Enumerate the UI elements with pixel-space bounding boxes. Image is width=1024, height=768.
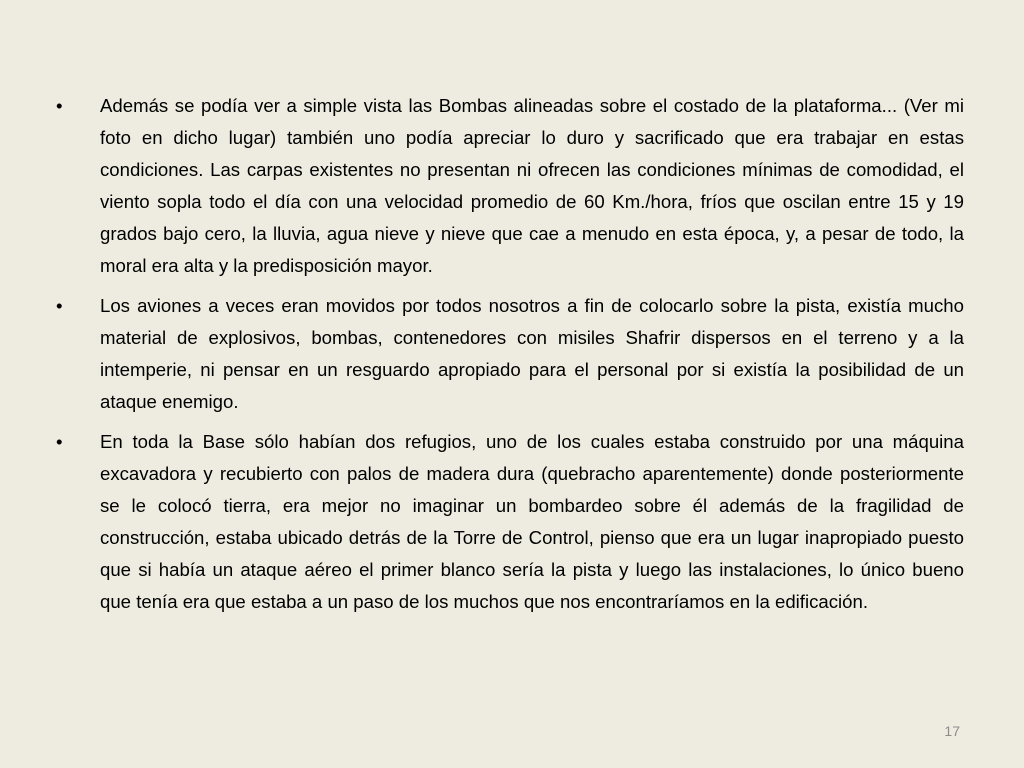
bullet-icon: • — [56, 95, 63, 116]
bullet-item — [56, 290, 964, 418]
page-number: 17 — [944, 723, 960, 739]
bullet-icon: • — [56, 295, 63, 316]
bullet-text: Los aviones a veces eran movidos por todos nosotros a fin de colocarlo sobre la pista, existía mucho material de explosivos, bombas, contenedores con misiles Shafrir dispersos en el terreno y a la intemperie, ni pensar en un resguardo apropiado para el personal por si existía la posibilidad de un ataque enemigo. — [100, 295, 964, 412]
bullet-item — [56, 90, 964, 282]
bullet-icon: • — [56, 431, 63, 452]
slide-content — [56, 90, 964, 626]
bullet-text: Además se podía ver a simple vista las Bombas alineadas sobre el costado de la plataforma... (Ver mi foto en dicho lugar) también uno podía apreciar lo duro y sacrificado que era trabajar en estas condiciones. Las carpas existentes no presentan ni ofrecen las condiciones mínimas de comodidad, el viento sopla todo el día con una velocidad promedio de 60 Km./hora, fríos que oscilan entre 15 y 19 grados bajo cero, la lluvia, agua nieve y nieve que cae a menudo en esta época, y, a pesar de todo, la moral era alta y la predisposición mayor. — [100, 95, 964, 276]
bullet-item — [56, 426, 964, 618]
bullet-text: En toda la Base sólo habían dos refugios, uno de los cuales estaba construido por una máquina excavadora y recubierto con palos de madera dura (quebracho aparentemente) donde posteriormente se le colocó tierra, era mejor no imaginar un bombardeo sobre él además de la fragilidad de construcción, estaba ubicado detrás de la Torre de Control, pienso que era un lugar inapropiado puesto que si había un ataque aéreo el primer blanco sería la pista y luego las instalaciones, lo único bueno que tenía era que estaba a un paso de los muchos que nos encontraríamos en la edificación. — [100, 431, 964, 612]
